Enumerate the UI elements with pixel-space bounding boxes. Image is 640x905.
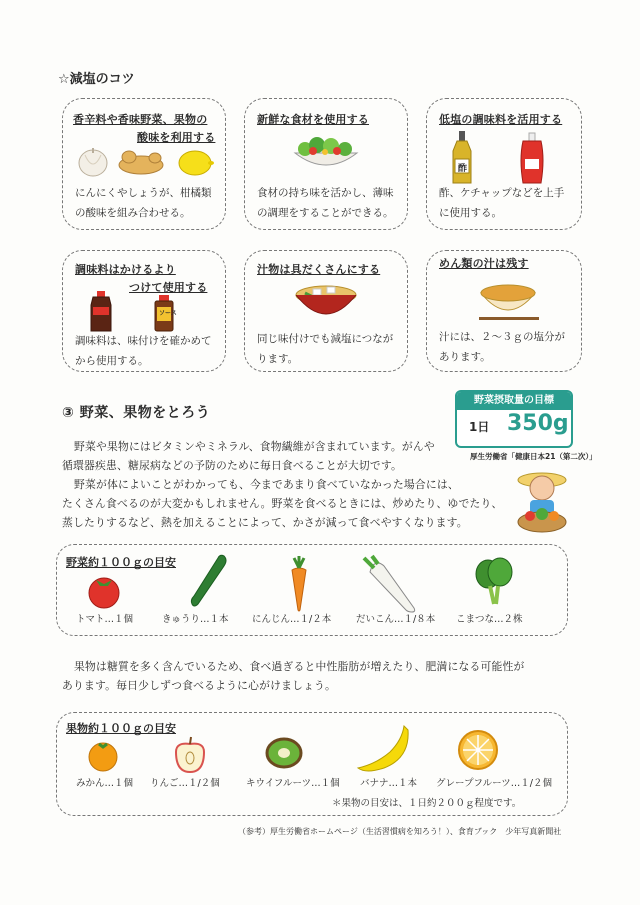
garlic-ginger-lemon-icon	[75, 145, 215, 179]
banana-icon	[354, 722, 410, 774]
fruit-label: バナナ…１本	[360, 778, 418, 789]
tip-body: 酢、ケチャップなどを上手 に使用する。	[439, 187, 565, 219]
paragraph-line: たくさん食べるのが大変かもしれません。野菜を食べるときには、炒めたり、ゆでたり、	[62, 497, 503, 510]
section-heading: ③ 野菜、果物をとろう	[62, 405, 211, 421]
paragraph-line: 野菜や果物にはビタミンやミネラル、食物繊維が含まれています。がんや	[74, 440, 435, 453]
tip-title: 低塩の調味料を活用する	[439, 113, 563, 126]
tip-card-dipping	[62, 250, 226, 372]
farmer-with-vegetables-icon	[512, 466, 572, 536]
vegetable-goal-box	[455, 390, 573, 448]
goal-day: 1日	[469, 420, 490, 434]
reference: （参考）厚生労働省ホームページ（生活習慣病を知ろう！）、食育ブック 少年写真新聞社	[238, 827, 562, 836]
kiwi-icon	[264, 736, 304, 770]
fruit-label: みかん…１個	[76, 778, 134, 789]
cucumber-icon	[190, 552, 230, 608]
paragraph-line: あります。毎日少しずつ食べるように心がけましょう。	[62, 679, 337, 692]
fruit-label: りんご…１/２個	[150, 778, 220, 789]
tip-body: 同じ味付けでも減塩につなが ります。	[257, 333, 394, 365]
carrot-icon	[284, 556, 314, 612]
fruit-label: キウイフルーツ…１個	[246, 778, 340, 789]
goal-title: 野菜摂取量の目標	[457, 392, 571, 410]
tip-card-soup	[244, 250, 408, 372]
tip-body: 食材の持ち味を活かし、薄味 の調理をすることができる。	[257, 187, 394, 219]
daikon-icon	[362, 556, 418, 614]
paragraph-line: 蒸したりするなど、熱を加えることによって、かさが減って食べやすくなります。	[62, 516, 468, 529]
salad-bowl-icon	[291, 137, 361, 173]
tip-body: にんにくやしょうが、柑橘類 の酸味を組み合わせる。	[75, 187, 212, 219]
fruit-note: ＊果物の目安は、１日約２００ｇ程度です。	[332, 798, 522, 809]
goal-value: 350g	[507, 411, 569, 436]
fruit-label: グレープフルーツ…１/２個	[436, 778, 552, 789]
noodle-soup-icon	[473, 279, 543, 323]
grapefruit-icon	[456, 728, 500, 772]
tip-title: めん類の汁は残す	[439, 257, 529, 270]
tip-card-spices	[62, 98, 226, 230]
paragraph-line: 循環器疾患、糖尿病などの予防のために毎日食べることが大切です。	[62, 459, 403, 472]
vegetable-label: トマト…１個	[76, 614, 134, 625]
tip-body: 汁には、２～３ｇの塩分が あります。	[439, 331, 565, 363]
fruit-guide-title: 果物約１００ｇの目安	[66, 722, 176, 735]
tip-title: 汁物は具だくさんにする	[257, 263, 381, 276]
sauce-label: ソース	[159, 310, 177, 317]
paragraph-line: 果物は糖質を多く含んでいるため、食べ過ぎると中性脂肪が増えたり、肥満になる可能性が	[74, 660, 525, 673]
tip-title: つけて使用する	[129, 281, 208, 294]
tips-heading: ☆減塩のコツ	[58, 72, 135, 87]
vegetable-label: にんじん…１/２本	[252, 614, 332, 625]
goal-source: 厚生労働省「健康日本21（第二次）」	[470, 452, 597, 461]
paragraph-line: 野菜が体によいことがわかっても、今まであまり食べていなかった場合には、	[74, 478, 459, 491]
vegetable-guide-title: 野菜約１００ｇの目安	[66, 556, 176, 569]
tip-card-fresh	[244, 98, 408, 230]
apple-icon	[172, 736, 208, 774]
miso-soup-icon	[291, 281, 361, 321]
vegetable-label: こまつな…２株	[456, 614, 523, 625]
vegetable-label: だいこん…１/８本	[356, 614, 436, 625]
vegetable-label: きゅうり…１本	[162, 614, 229, 625]
tip-title: 調味料はかけるより	[75, 263, 176, 276]
tip-title: 新鮮な食材を使用する	[257, 113, 369, 126]
tip-card-low-salt	[426, 98, 582, 230]
tip-card-noodle	[426, 250, 582, 372]
vinegar-ketchup-icon	[451, 129, 561, 185]
tip-title: 香辛料や香味野菜、果物の	[73, 113, 208, 126]
tomato-icon	[86, 574, 122, 608]
komatsuna-icon	[472, 556, 516, 606]
tip-body: 調味料は、味付けを確かめて から使用する。	[75, 335, 212, 367]
mandarin-icon	[86, 738, 120, 772]
vinegar-label: 酢	[458, 164, 468, 174]
tip-title: 酸味を利用する	[137, 131, 216, 144]
